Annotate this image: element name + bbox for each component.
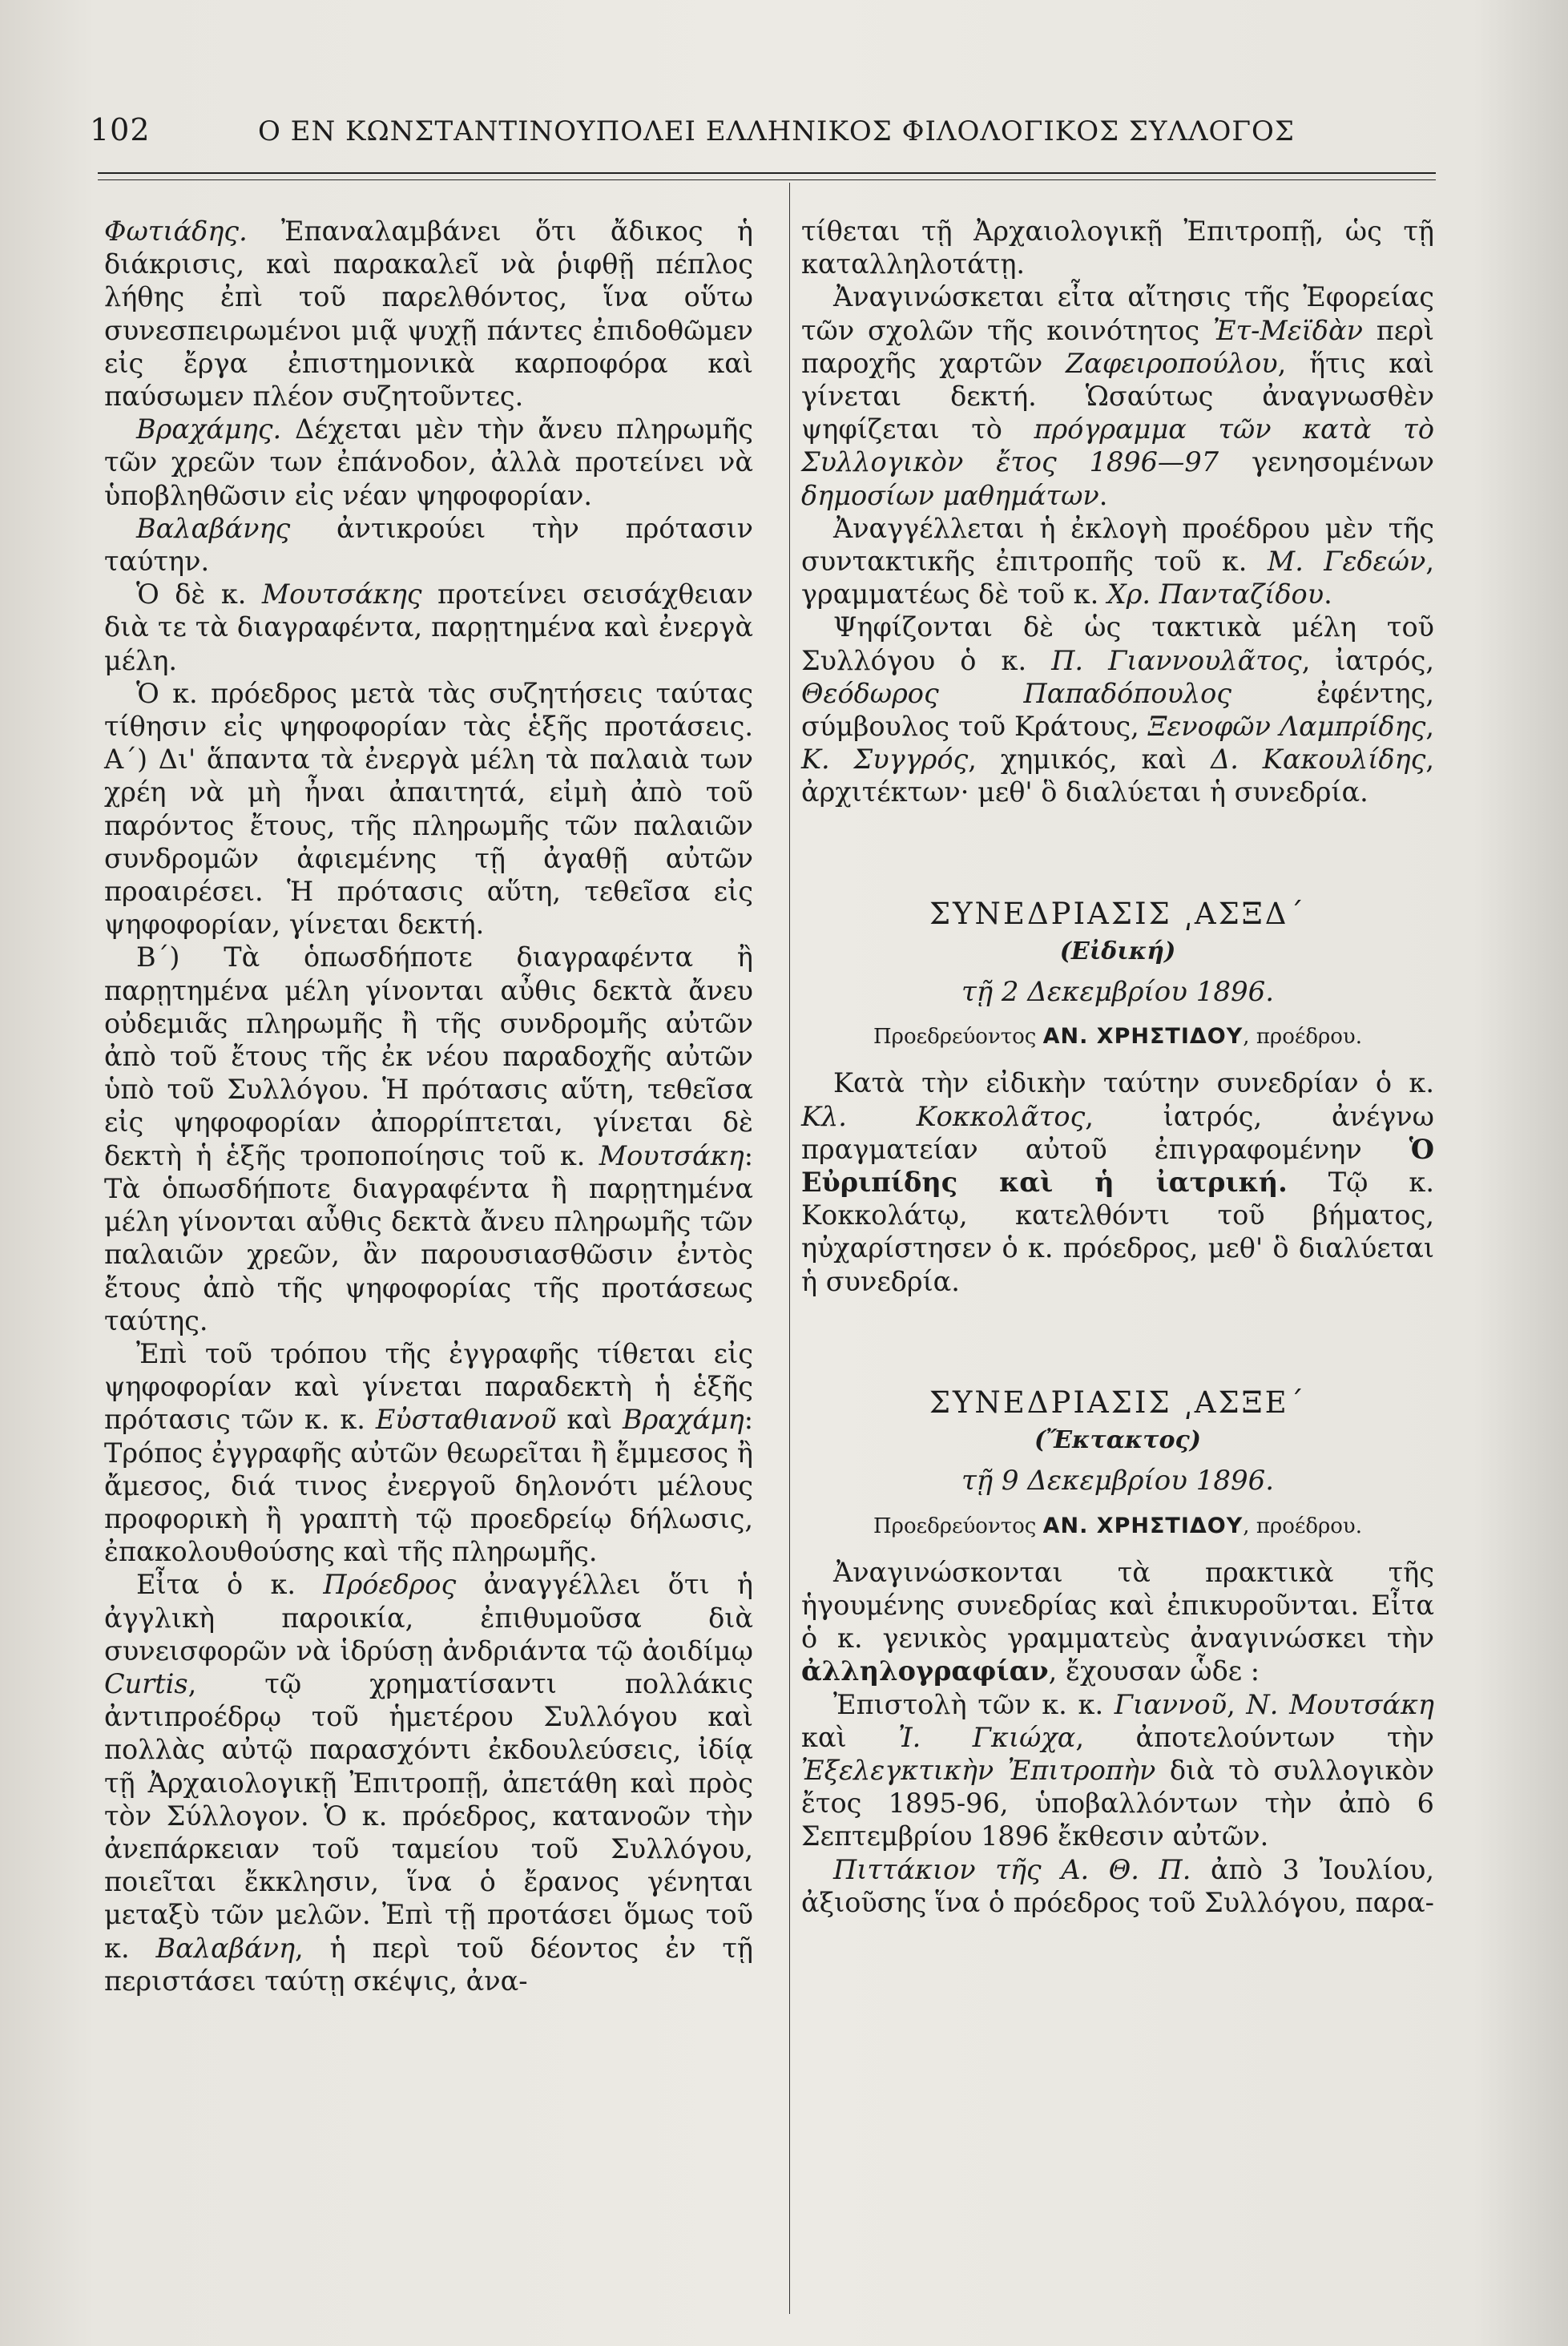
paragraph [104, 677, 753, 941]
paragraph [801, 1556, 1434, 1688]
paragraph [104, 1568, 753, 1997]
paragraph-text: , ἡ περὶ τοῦ δέοντος ἐν τῇ περιστάσει ταύτῃ σκέψις, ἀνα- [104, 1932, 753, 1997]
emphasized-word: ἀλληλογραφίαν [801, 1655, 1049, 1687]
page-number: 102 [90, 112, 151, 147]
paragraph-text: Ἀναγινώσκεται εἶτα αἴτησις τῆς Ἐφορείας τῶν σχολῶν τῆς κοινότητος [801, 281, 1434, 346]
paragraph-text: καὶ [801, 1721, 899, 1753]
page-header [90, 112, 1436, 160]
person-name: Μ. Γεδεών [1267, 546, 1426, 578]
person-name: Κ. Συγγρός [801, 744, 969, 776]
paragraph-text: Ὁ κ. πρόεδρος μετὰ τὰς συζητήσεις ταύτας τίθησιν εἰς ψηφοφορίαν τὰς ἑξῆς προτάσεις. Α΄) Δι' ἅπαντα τὰ ἐνεργὰ μέλη τὰ παλαιὰ των χρέη νὰ μὴ ἦναι ἀπαιτητά, εἰμὴ ἀπὸ τοῦ παρόντος ἔτους, τῆς πληρωμῆς τῶν παλαιῶν συνδρομῶν ἀφιεμένης τῇ ἀγαθῇ αὐτῶν προαιρέσει. Ἡ πρότασις αὕτη, τεθεῖσα εἰς ψηφοφορίαν, γίνεται δεκτή. [104, 677, 753, 941]
paragraph-text: : Τρόπος ἐγγραφῆς αὐτῶν θεωρεῖται ἢ ἔμμεσος ἢ ἄμεσος, διά τινος ἐνεργοῦ δηλονότι μέλους προφορικὴ ἢ γραπτὴ τῷ προεδρείῳ δήλωσις, ἐπακολουθούσης καὶ τῆς πληρωμῆς. [104, 1404, 753, 1568]
person-name: Ἰ. Γκιώχα [898, 1721, 1076, 1753]
speaker-name: Βαλαβάνη [155, 1932, 296, 1964]
person-name: Γιαννοῦ [1114, 1688, 1227, 1720]
paragraph-text: ἀναγγέλλει ὅτι ἡ ἀγγλικὴ παροικία, ἐπιθυμοῦσα διὰ συνεισφορῶν νὰ ἱδρύσῃ ἀνδριάντα τῷ ἀοιδίμῳ [104, 1569, 753, 1667]
presiding-label: Προεδρεύοντος [873, 1025, 1043, 1050]
running-title: Ο ΕΝ ΚΩΝΣΤΑΝΤΙΝΟΥΠΟΛΕΙ ΕΛΛΗΝΙΚΟΣ ΦΙΛΟΛΟΓΙΚΟΣ ΣΥΛΛΟΓΟΣ [258, 115, 1295, 147]
paragraph-text: . [1324, 578, 1332, 611]
column-divider [789, 183, 790, 2314]
presiding-role: , προέδρου. [1243, 1025, 1362, 1050]
person-name: Curtis [104, 1667, 188, 1699]
place-name: Ἐτ-Μεϊδὰν [1212, 314, 1363, 346]
paragraph-text: Εἶτα ὁ κ. [136, 1569, 324, 1601]
person-name: Δ. Κακουλίδης [1211, 744, 1426, 776]
speaker-name: Εὐσταθιανοῦ [375, 1404, 557, 1436]
session-date: τῇ 9 Δεκεμβρίου 1896. [961, 1465, 1275, 1497]
person-name: Π. Γιαννουλᾶτος [1051, 644, 1302, 676]
speaker-name: Μουτσάκη [599, 1139, 744, 1171]
paragraph [801, 1066, 1434, 1297]
paragraph [104, 512, 753, 578]
paragraph-text: , ἥτις καὶ γίνεται δεκτή. Ὡσαύτως ἀναγνωσθὲν ψηφίζεται τὸ [801, 347, 1434, 445]
treatise-title: Ὁ Εὐριπίδης καὶ ἡ ἰατρική. [801, 1133, 1434, 1199]
left-column [104, 215, 753, 1997]
paragraph-text: Ἐπιστολὴ τῶν κ. κ. [833, 1688, 1115, 1720]
paragraph-text: Ἀναγινώσκονται τὰ πρακτικὰ τῆς ἡγουμένης συνεδρίας καὶ ἐπικυροῦνται. Εἶτα ὁ κ. γενικὸς γραμματεὺς ἀναγινώσκει τὴν [801, 1556, 1434, 1655]
paragraph [104, 413, 753, 512]
presiding-role: , προέδρου. [1243, 1514, 1362, 1538]
paragraph-text: , χημικός, καὶ [968, 744, 1211, 776]
paragraph-text: ἐφέντης, σύμβουλος τοῦ Κράτους, [801, 677, 1434, 743]
speaker-name: Βραχάμης. [136, 413, 282, 445]
paragraph-text: Δέχεται μὲν τὴν ἄνευ πληρωμῆς τῶν χρεῶν των ἐπάνοδον, ἀλλὰ προτείνει νὰ ὑποβληθῶσιν εἰς νέαν ψηφοφορίαν. [104, 413, 753, 511]
paragraph-text: προτείνει σεισάχθειαν διὰ τε τὰ διαγραφέντα, παρῃτημένα καὶ ἐνεργὰ μέλη. [104, 578, 753, 676]
paragraph [801, 512, 1434, 611]
person-name: Χρ. Πανταζίδου [1106, 578, 1324, 611]
paragraph-text: , [1425, 711, 1434, 743]
paragraph [801, 1853, 1434, 1919]
paragraph-text: καὶ [556, 1404, 623, 1436]
paragraph-text: . [1098, 479, 1108, 511]
paragraph-text: Τῷ κ. Κοκκολάτῳ, κατελθόντι τοῦ βήματος, ηὐχαρίστησεν ὁ κ. πρόεδρος, μεθ' ὃ διαλύεται ἡ συνεδρία. [801, 1167, 1435, 1297]
speaker-name: Βραχάμη [623, 1404, 744, 1436]
paragraph-text: περὶ παροχῆς χαρτῶν [801, 314, 1434, 379]
paragraph-text: Ἐπαναλαμβάνει ὅτι ἄδικος ἡ διάκρισις, καὶ παρακαλεῖ νὰ ῥιφθῇ πέπλος λήθης ἐπὶ τοῦ παρελθόντος, ἵνα οὕτω συνεσπειρωμένοι μιᾷ ψυχῇ πάντες ἐπιδοθῶμεν εἰς ἔργα ἐπιστημονικὰ καρποφόρα καὶ παύσωμεν πλέον συζητοῦντες. [104, 216, 753, 413]
paragraph-text: Ἐπὶ τοῦ τρόπου τῆς ἐγγραφῆς τίθεται εἰς ψηφοφορίαν καὶ γίνεται παραδεκτὴ ἡ ἑξῆς πρότασις τῶν κ. κ. [104, 1337, 753, 1436]
paragraph [801, 1688, 1434, 1853]
paragraph-text: : Τὰ ὁπωσδήποτε διαγραφέντα ἢ παρῃτημένα μέλη γίνονται αὖθις δεκτὰ ἄνευ πληρωμῆς τῶν παλαιῶν χρεῶν, ἂν παρουσιασθῶσιν ἐντὸς ἔτους ἀπὸ τῆς ψηφοφορίας τῆς προτάσεως ταύτης. [104, 1139, 753, 1336]
paragraph-text: Ὁ δὲ κ. [136, 578, 262, 611]
person-name: Κλ. Κοκκολᾶτος [801, 1100, 1086, 1132]
session-type: (Εἰδική) [1059, 937, 1176, 965]
paragraph-text: , ἀποτελούντων τὴν [1075, 1721, 1435, 1753]
speaker-name: Φωτιάδης. [104, 216, 248, 247]
paragraph [104, 1337, 753, 1568]
paragraph [801, 611, 1434, 808]
person-name: Ξενοφῶν Λαμπρίδης [1147, 711, 1426, 743]
committee-name: Ἐξελεγκτικὴν Ἐπιτροπὴν [801, 1754, 1156, 1786]
paragraph-text: ἀπὸ 3 Ἰουλίου, ἀξιοῦσης ἵνα ὁ πρόεδρος τοῦ Συλλόγου, παρα- [801, 1853, 1434, 1918]
paragraph-text: Πιττάκιον τῆς [833, 1853, 1062, 1885]
paragraph-text: , ἔχουσαν ὧδε : [1048, 1655, 1260, 1687]
program-title: πρόγραμμα τῶν κατὰ τὸ Συλλογικὸν ἔτος 1896—97 [801, 413, 1435, 478]
session-heading: ΣΥΝΕΔΡΙΑΣΙΣ ͵ΑΣΞΔ΄ [929, 896, 1307, 931]
paragraph-text: , ἀρχιτέκτων· μεθ' ὃ διαλύεται ἡ συνεδρία. [801, 744, 1434, 808]
paragraph-text: Κατὰ τὴν εἰδικὴν ταύτην συνεδρίαν ὁ κ. [833, 1067, 1434, 1099]
session-type: (Ἔκτακτος) [1034, 1426, 1201, 1455]
person-name: Ζαφειροπούλου [1065, 347, 1278, 379]
paragraph [104, 215, 753, 413]
paragraph-text: , τῷ χρηματίσαντι πολλάκις ἀντιπροέδρῳ τοῦ ἡμετέρου Συλλόγου καὶ πολλὰς αὐτῷ παρασχόντι ἐκδουλεύσεις, ἰδίᾳ τῇ Ἀρχαιολογικῇ Ἐπιτροπῇ, ἀπετάθη καὶ πρὸς τὸν Σύλλογον. Ὁ κ. πρόεδρος, κατανοῶν τὴν ἀνεπάρκειαν τοῦ ταμείου τοῦ Συλλόγου, ποιεῖται ἔκκλησιν, ἵνα ὁ ἔρανος γένηται μεταξὺ τῶν μελῶν. Ἐπὶ τῇ προτάσει ὅμως τοῦ κ. [104, 1667, 753, 1964]
header-rule [98, 172, 1436, 174]
presiding-name: ΑΝ. ΧΡΗΣΤΙΔΟΥ [1042, 1513, 1244, 1538]
paragraph [104, 941, 753, 1336]
header-rule-thin [98, 179, 1436, 180]
paragraph-text: , γραμματέως δὲ τοῦ κ. [801, 546, 1434, 611]
session-presiding [801, 1510, 1434, 1543]
speaker-name: Βαλαβάνης [136, 512, 291, 544]
paragraph-text: Ἀναγγέλλεται ἡ ἐκλογὴ προέδρου μὲν τῆς συντακτικῆς ἐπιτροπῆς τοῦ κ. [801, 512, 1434, 578]
person-name: Θεόδωρος Παπαδόπουλος [801, 677, 1232, 709]
paragraph-text: , ἰατρός, ἀνέγνω πραγματείαν αὐτοῦ ἐπιγραφομένην [801, 1100, 1434, 1165]
session-date: τῇ 2 Δεκεμβρίου 1896. [961, 976, 1275, 1009]
society-initials: Α. Θ. Π. [1061, 1853, 1191, 1885]
speaker-name: Μουτσάκης [261, 578, 422, 611]
person-name: Ν. Μουτσάκη [1246, 1688, 1434, 1720]
paragraph-text: , [1227, 1688, 1247, 1720]
paragraph-text: γενησομένων [1219, 446, 1435, 478]
speaker-name: Πρόεδρος [323, 1569, 457, 1601]
lectures-title: δημοσίων μαθημάτων [801, 479, 1099, 511]
paragraph-text: Β΄) Τὰ ὁπωσδήποτε διαγραφέντα ἢ παρῃτημένα μέλη γίνονται αὖθις δεκτὰ ἄνευ οὐδεμιᾶς πληρωμῆς ἢ τῆς συνδρομῆς αὐτῶν ἀπὸ τοῦ ἔτους τῆς ἐκ νέου παραδοχῆς αὐτῶν ὑπὸ τοῦ Συλλόγου. Ἡ πρότασις αὕτη, τεθεῖσα εἰς ψηφοφορίαν ἀπορρίπτεται, γίνεται δὲ δεκτὴ ἡ ἑξῆς τροποποίησις τοῦ κ. [104, 941, 753, 1171]
presiding-label: Προεδρεύοντος [873, 1514, 1043, 1538]
paragraph-text: ἀντικρούει τὴν πρότασιν ταύτην. [104, 512, 753, 578]
presiding-name: ΑΝ. ΧΡΗΣΤΙΔΟΥ [1042, 1024, 1244, 1050]
paragraph [104, 578, 753, 677]
paragraph-text: , ἰατρός, [1301, 644, 1434, 676]
right-column [801, 215, 1434, 1919]
paragraph [801, 215, 1434, 280]
session-presiding [801, 1020, 1434, 1054]
paragraph-text: τίθεται τῇ Ἀρχαιολογικῇ Ἐπιτροπῇ, ὡς τῇ καταλληλοτάτῃ. [801, 216, 1434, 280]
paragraph [801, 280, 1434, 511]
paragraph-text: Ψηφίζονται δὲ ὡς τακτικὰ μέλη τοῦ Συλλόγου ὁ κ. [801, 611, 1434, 676]
session-heading: ΣΥΝΕΔΡΙΑΣΙΣ ͵ΑΣΞΕ΄ [929, 1385, 1307, 1420]
paragraph-text: διὰ τὸ συλλογικὸν ἔτος 1895-96, ὑποβαλλόντων τὴν ἀπὸ 6 Σεπτεμβρίου 1896 ἔκθεσιν αὐτῶν. [801, 1754, 1434, 1852]
